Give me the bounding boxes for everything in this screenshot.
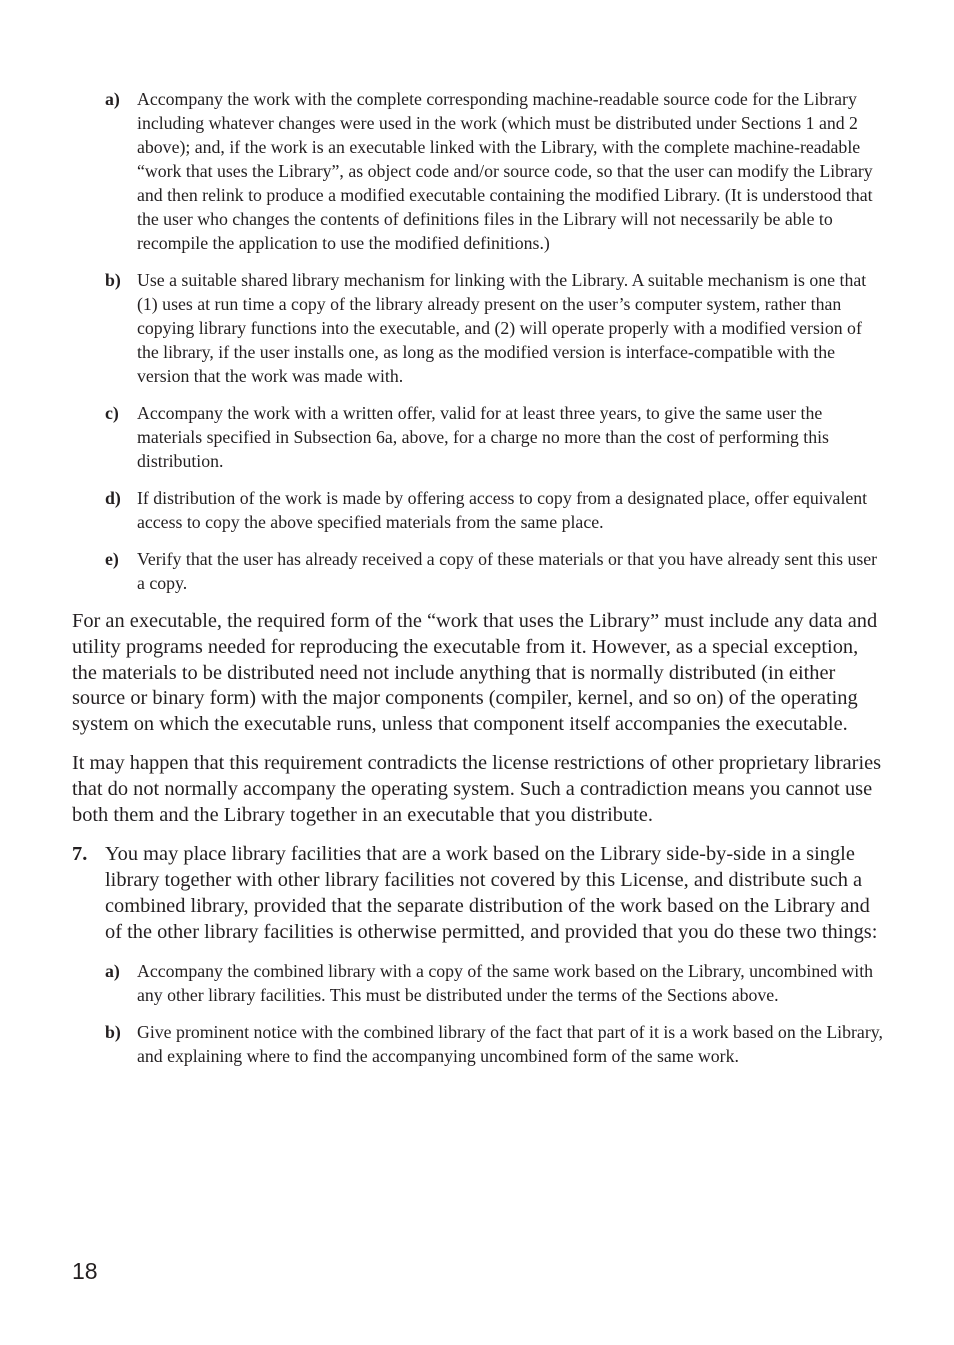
section-7 xyxy=(72,842,884,945)
list-item-a xyxy=(72,87,884,255)
list-item-c xyxy=(72,401,884,473)
list-item-d xyxy=(72,486,884,534)
list-marker: e) xyxy=(105,549,119,569)
list-item-text: Accompany the work with the complete corresponding machine-readable source code for the Library including whatever changes were used in the work (which must be distributed under Sections 1 and 2 above); and, if the work is an executable linked with the Library, with the complete machine-readable “work that uses the Library”, as object code and/or source code, so that the user can modify the Library and then relink to produce a modified executable containing the modified Library. (It is understood that the user who changes the contents of definitions files in the Library will not necessarily be able to recompile the application to use the modified definitions.) xyxy=(137,89,873,253)
list-item-text: Use a suitable shared library mechanism for linking with the Library. A suitable mechanism is one that (1) uses at run time a copy of the library already present on the user’s computer system, rather than copying library functions into the executable, and (2) will operate properly with a modified version of the library, if the user installs one, as long as the modified version is interface-compatible with the version that the work was made with. xyxy=(137,270,867,386)
list-item-b xyxy=(72,268,884,388)
list-item-text: Give prominent notice with the combined library of the fact that part of it is a work based on the Library, and explaining where to find the accompanying uncombined form of the same work. xyxy=(137,1021,883,1066)
page-number: 18 xyxy=(72,1258,98,1284)
page-content xyxy=(72,87,884,1081)
list-item-text: If distribution of the work is made by offering access to copy from a designated place, offer equivalent access to copy the above specified materials from the same place. xyxy=(137,488,868,532)
list-marker: a) xyxy=(105,89,120,109)
body-paragraph: For an executable, the required form of the “work that uses the Library” must include any data and utility programs needed for reproducing the executable from it. However, as a special exception, the materials to be distributed need not include anything that is normally distributed (in either source or binary form) with the major components (compiler, kernel, and so on) of the operating system on which the executable runs, unless that component itself accompanies the executable. xyxy=(72,610,878,736)
list-item-b xyxy=(72,1020,884,1068)
section-number: 7. xyxy=(72,843,88,866)
list-marker: b) xyxy=(105,1021,121,1042)
list-item-text: Accompany the combined library with a copy of the same work based on the Library, uncombined with any other library facilities. This must be distributed under the terms of the Sections above. xyxy=(137,960,874,1005)
list-item-text: Accompany the work with a written offer, valid for at least three years, to give the same user the materials specified in Subsection 6a, above, for a charge no more than the cost of performing this distribution. xyxy=(137,403,829,471)
list-marker: c) xyxy=(105,403,119,423)
list-marker: d) xyxy=(105,488,121,508)
body-paragraph: It may happen that this requirement contradicts the license restrictions of other proprietary libraries that do not normally accompany the operating system. Such a contradiction means you cannot use both them and the Library together in an executable that you distribute. xyxy=(72,751,882,826)
section-text: You may place library facilities that are a work based on the Library side-by-side in a single library together with other library facilities not covered by this License, and distribute such a combined library, provided that the separate distribution of the work based on the Library and of the other library facilities is otherwise permitted, and provided that you do these two things: xyxy=(105,843,878,943)
list-marker: b) xyxy=(105,270,121,290)
list-item-text: Verify that the user has already received a copy of these materials or that you have already sent this user a copy. xyxy=(137,549,878,593)
list-marker: a) xyxy=(105,960,120,981)
list-item-e xyxy=(72,547,884,595)
list-item-a xyxy=(72,959,884,1007)
